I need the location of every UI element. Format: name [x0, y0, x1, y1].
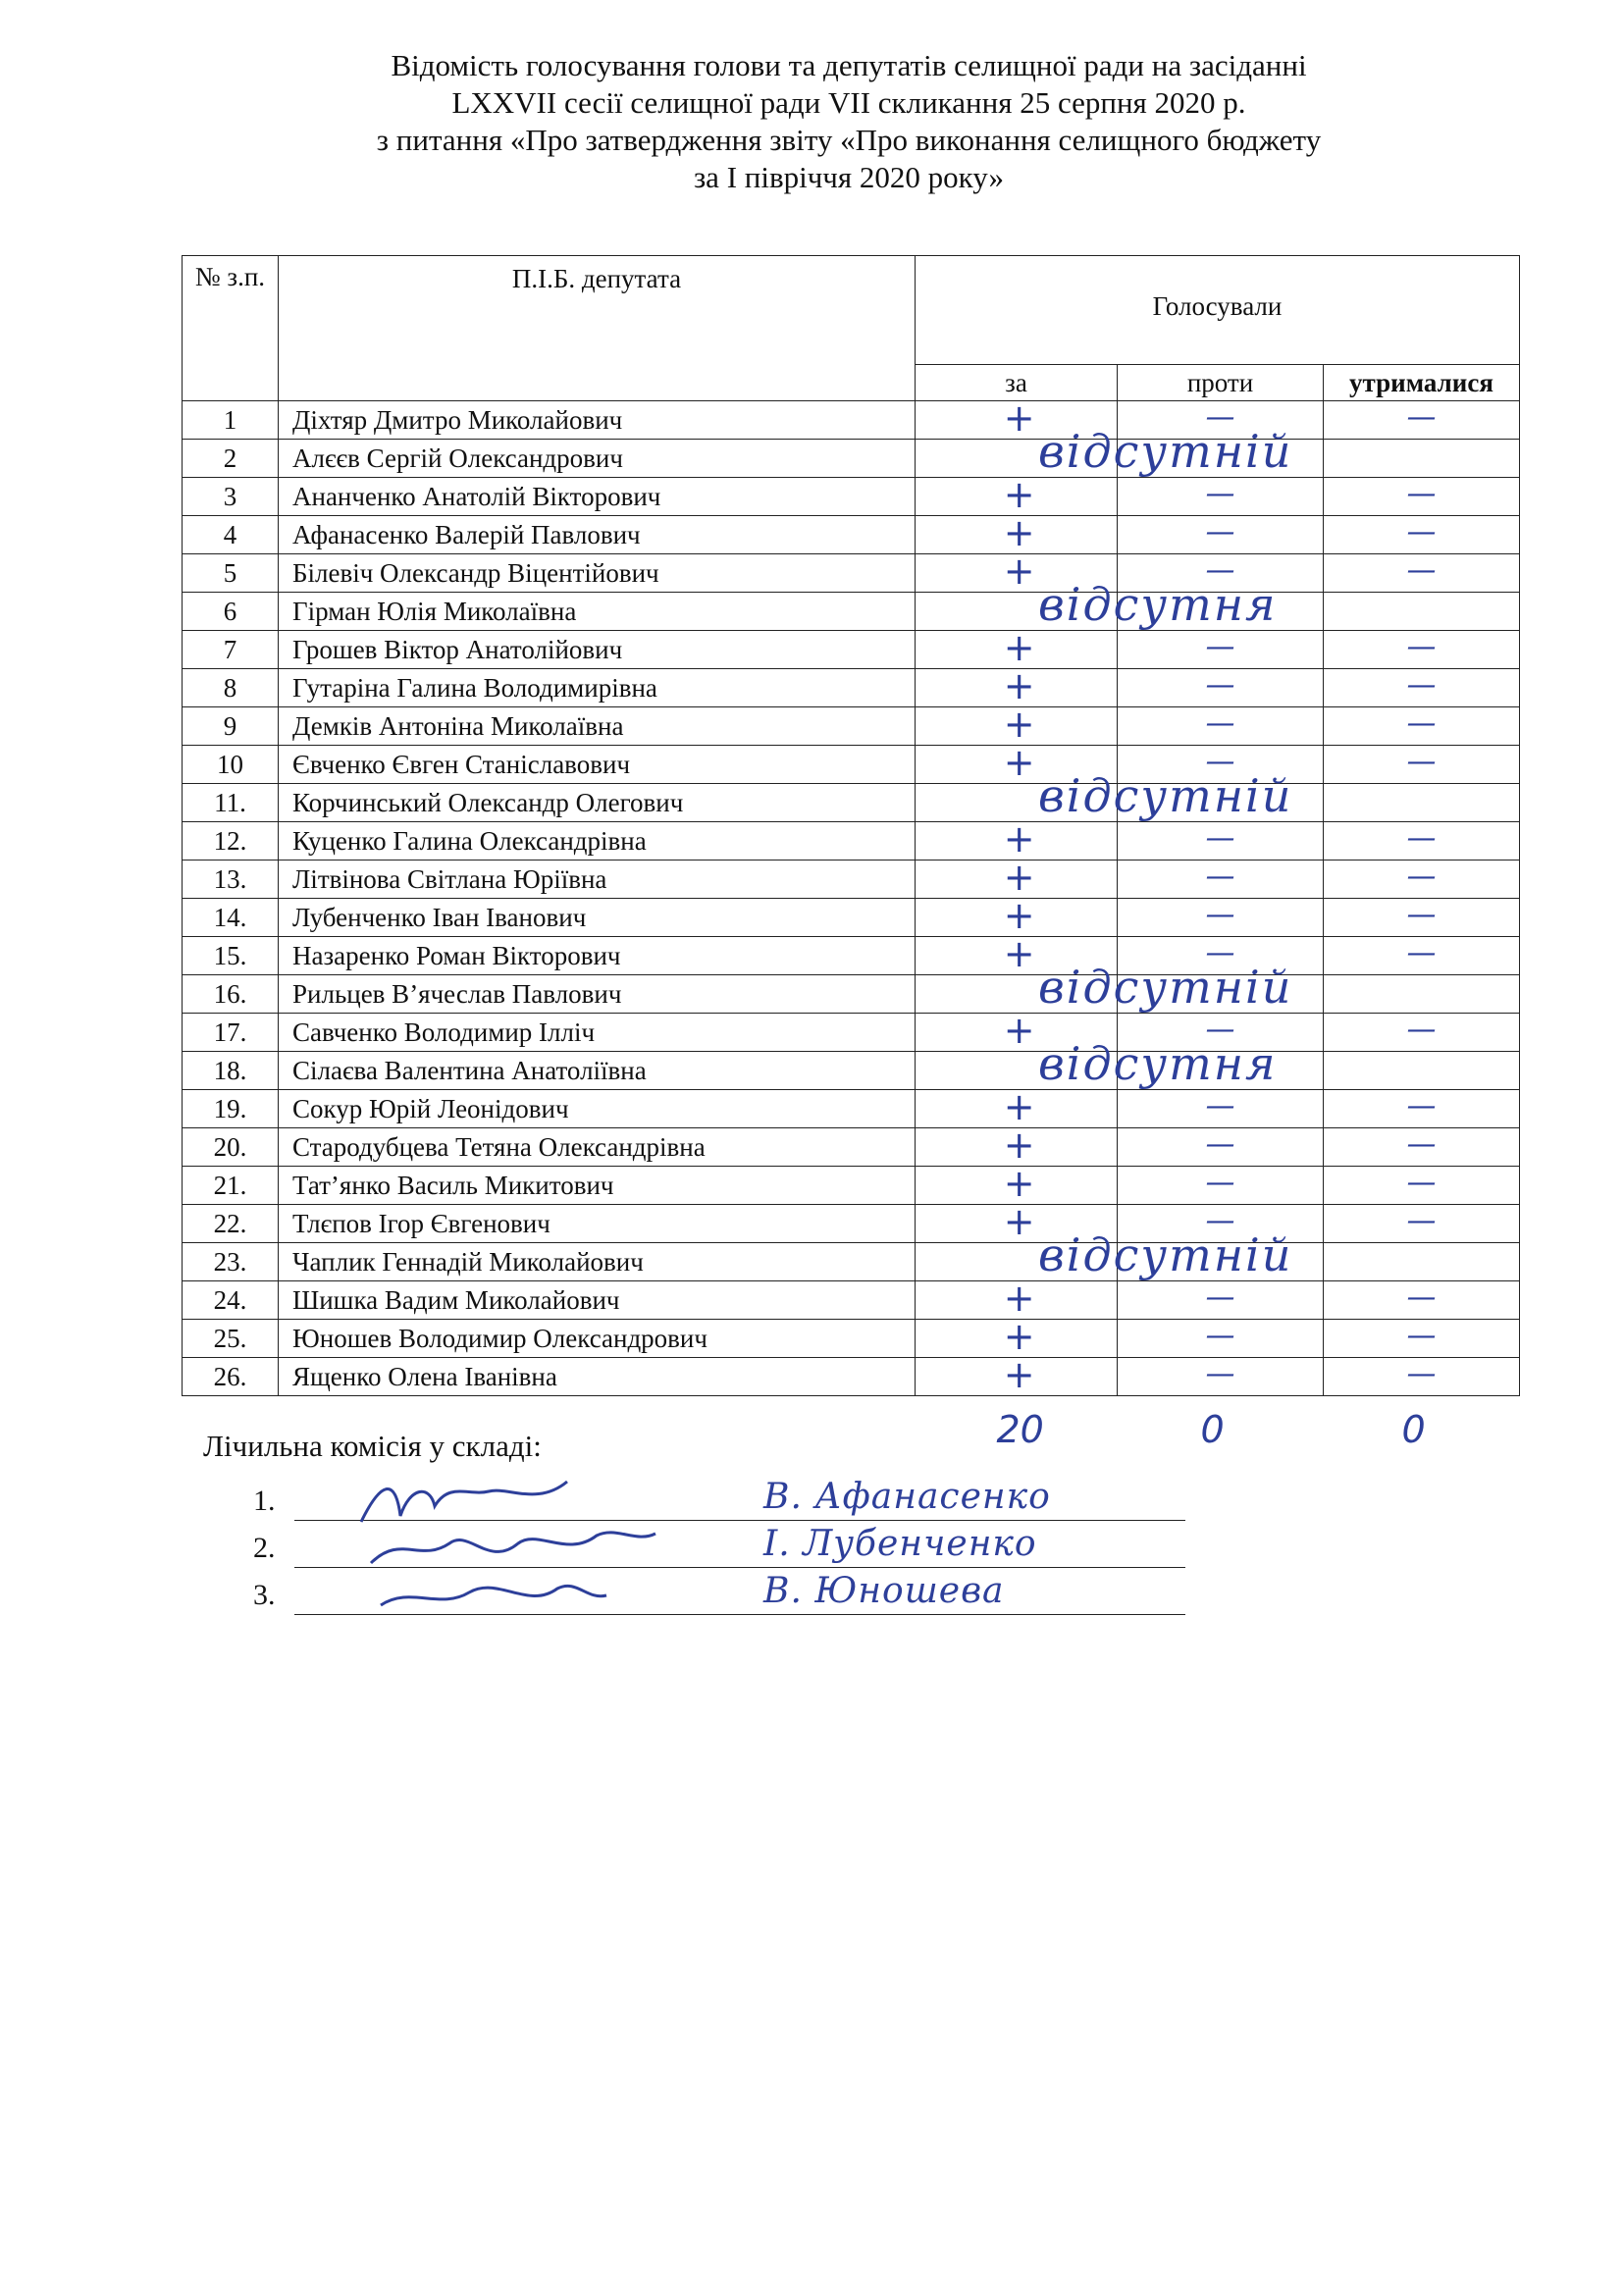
row-number: 3 — [183, 478, 279, 516]
deputy-name: Гутаріна Галина Володимирівна — [279, 669, 916, 707]
vote-against-mark: — — [1205, 1280, 1235, 1315]
vote-abstained-mark: — — [1406, 400, 1437, 435]
vote-abstained — [1324, 975, 1520, 1014]
row-number: 18. — [183, 1052, 279, 1090]
vote-abstained — [1324, 937, 1520, 975]
vote-for — [916, 932, 1118, 975]
vote-against — [1118, 1358, 1324, 1396]
vote-for — [916, 703, 1118, 746]
vote-against — [1118, 1128, 1324, 1167]
vote-against — [1118, 669, 1324, 707]
vote-for — [916, 741, 1118, 784]
vote-abstained-mark: — — [1406, 898, 1437, 932]
row-number: 8 — [183, 669, 279, 707]
table-row — [183, 1320, 1520, 1358]
deputy-name: Лубенченко Іван Іванович — [279, 899, 916, 937]
header-number: № з.п. — [183, 256, 279, 401]
table-row — [183, 1052, 1520, 1090]
commission-member-3 — [253, 1571, 1185, 1618]
vote-for-mark: + — [1003, 894, 1035, 937]
vote-for — [916, 1200, 1118, 1243]
vote-against — [1118, 440, 1324, 478]
table-row — [183, 1358, 1520, 1396]
row-number: 9 — [183, 707, 279, 746]
vote-against-mark: — — [1205, 553, 1235, 588]
vote-against-mark: — — [1205, 936, 1235, 970]
header-name: П.І.Б. депутата — [279, 256, 916, 401]
header-voted: Голосували — [916, 256, 1520, 365]
table-row — [183, 401, 1520, 440]
vote-against — [1118, 1167, 1324, 1205]
signature-icon — [341, 1477, 665, 1528]
vote-abstained-mark: — — [1406, 1089, 1437, 1123]
vote-abstained-mark: — — [1406, 745, 1437, 779]
row-number: 20. — [183, 1128, 279, 1167]
vote-against-mark: — — [1205, 821, 1235, 856]
vote-abstained-mark: — — [1406, 515, 1437, 549]
vote-against-mark: — — [1205, 1319, 1235, 1353]
vote-against — [1118, 593, 1324, 631]
vote-for — [916, 511, 1118, 554]
vote-for-mark: + — [1003, 1162, 1035, 1205]
absent-note: відсутній — [1038, 1228, 1293, 1281]
row-number: 2 — [183, 440, 279, 478]
absent-note: відсутній — [1038, 425, 1293, 478]
vote-for — [916, 1162, 1118, 1205]
table-row — [183, 1014, 1520, 1052]
commission-member-1 — [253, 1477, 1185, 1524]
document-title — [236, 47, 1462, 196]
member-number: 1. — [253, 1485, 276, 1517]
member-name: В. Афанасенко — [763, 1477, 1051, 1517]
table-row — [183, 1090, 1520, 1128]
total-for: 20 — [996, 1408, 1044, 1451]
deputy-name: Діхтяр Дмитро Миколайович — [279, 401, 916, 440]
vote-against-mark: — — [1205, 668, 1235, 703]
vote-for-mark: + — [1003, 1200, 1035, 1243]
vote-abstained — [1324, 707, 1520, 746]
vote-against — [1118, 478, 1324, 516]
vote-against — [1118, 822, 1324, 861]
table-row — [183, 478, 1520, 516]
vote-against — [1118, 975, 1324, 1014]
table-row — [183, 937, 1520, 975]
vote-for-mark: + — [1003, 1085, 1035, 1128]
vote-against — [1118, 401, 1324, 440]
vote-for — [916, 1228, 1293, 1281]
vote-abstained — [1324, 516, 1520, 554]
table-row — [183, 899, 1520, 937]
vote-against — [1118, 1090, 1324, 1128]
deputy-name: Савченко Володимир Ілліч — [279, 1014, 916, 1052]
deputy-name: Гірман Юлія Миколаївна — [279, 593, 916, 631]
vote-against-mark: — — [1205, 1204, 1235, 1238]
row-number: 6 — [183, 593, 279, 631]
vote-against-mark: — — [1205, 860, 1235, 894]
vote-against — [1118, 937, 1324, 975]
member-number: 2. — [253, 1532, 276, 1564]
vote-against — [1118, 784, 1324, 822]
member-name: І. Лубенченко — [763, 1524, 1037, 1564]
vote-against — [1118, 516, 1324, 554]
vote-for-mark: + — [1003, 511, 1035, 554]
vote-abstained — [1324, 631, 1520, 669]
deputy-name: Куценко Галина Олександрівна — [279, 822, 916, 861]
vote-abstained-mark: — — [1406, 1357, 1437, 1391]
vote-abstained — [1324, 1167, 1520, 1205]
vote-for-mark: + — [1003, 817, 1035, 861]
vote-for-mark: + — [1003, 856, 1035, 899]
vote-for — [916, 1009, 1118, 1052]
commission-members — [253, 1477, 1185, 1618]
absent-note: відсутня — [1038, 578, 1278, 631]
vote-for — [916, 1085, 1118, 1128]
row-number: 25. — [183, 1320, 279, 1358]
row-number: 24. — [183, 1281, 279, 1320]
absent-note: відсутня — [1038, 1037, 1278, 1090]
vote-abstained — [1324, 554, 1520, 593]
deputy-name: Літвінова Світлана Юріївна — [279, 861, 916, 899]
deputy-name: Стародубцева Тетяна Олександрівна — [279, 1128, 916, 1167]
row-number: 22. — [183, 1205, 279, 1243]
deputy-name: Юношев Володимир Олександрович — [279, 1320, 916, 1358]
voting-table — [182, 255, 1520, 1396]
deputy-name: Тат’янко Василь Микитович — [279, 1167, 916, 1205]
vote-against-mark: — — [1205, 1166, 1235, 1200]
deputy-name: Тлєпов Ігор Євгенович — [279, 1205, 916, 1243]
vote-for-mark: + — [1003, 664, 1035, 707]
vote-abstained — [1324, 593, 1520, 631]
vote-against — [1118, 1205, 1324, 1243]
absent-note: відсутній — [1038, 769, 1293, 822]
vote-for — [916, 1315, 1118, 1358]
signature-icon — [341, 1571, 665, 1622]
deputy-name: Чаплик Геннадій Миколайович — [279, 1243, 916, 1281]
vote-against-mark: — — [1205, 706, 1235, 741]
vote-for-mark: + — [1003, 1009, 1035, 1052]
row-number: 7 — [183, 631, 279, 669]
row-number: 19. — [183, 1090, 279, 1128]
signature-icon — [341, 1524, 665, 1575]
vote-against — [1118, 707, 1324, 746]
deputy-name: Назаренко Роман Вікторович — [279, 937, 916, 975]
vote-abstained-mark: — — [1406, 1204, 1437, 1238]
vote-for — [916, 1123, 1118, 1167]
vote-against-mark: — — [1205, 745, 1235, 779]
row-number: 14. — [183, 899, 279, 937]
table-row — [183, 593, 1520, 631]
vote-against — [1118, 554, 1324, 593]
deputy-name: Корчинський Олександр Олегович — [279, 784, 916, 822]
header-against: проти — [1118, 365, 1324, 401]
vote-for — [916, 396, 1118, 440]
vote-abstained — [1324, 1358, 1520, 1396]
vote-abstained — [1324, 1090, 1520, 1128]
vote-against-mark: — — [1205, 630, 1235, 664]
vote-for-mark: + — [1003, 626, 1035, 669]
commission-label: Лічильна комісія у складі: — [203, 1429, 542, 1463]
deputy-name: Рильцев В’ячеслав Павлович — [279, 975, 916, 1014]
table-row — [183, 707, 1520, 746]
vote-abstained — [1324, 1014, 1520, 1052]
vote-for — [916, 856, 1118, 899]
vote-for-mark: + — [1003, 703, 1035, 746]
title-line-3: з питання «Про затвердження звіту «Про виконання селищного бюджету — [376, 123, 1322, 157]
vote-for — [916, 664, 1118, 707]
vote-abstained — [1324, 401, 1520, 440]
deputy-name: Грошев Віктор Анатолійович — [279, 631, 916, 669]
deputy-name: Алєєв Сергій Олександрович — [279, 440, 916, 478]
vote-abstained-mark: — — [1406, 821, 1437, 856]
vote-for-mark: + — [1003, 473, 1035, 516]
vote-for-mark: + — [1003, 932, 1035, 975]
table-row — [183, 669, 1520, 707]
table-row — [183, 1128, 1520, 1167]
vote-for-mark: + — [1003, 549, 1035, 593]
vote-against-mark: — — [1205, 1357, 1235, 1391]
vote-abstained-mark: — — [1406, 553, 1437, 588]
vote-abstained — [1324, 1205, 1520, 1243]
vote-for — [916, 626, 1118, 669]
table-row — [183, 1167, 1520, 1205]
vote-for-mark: + — [1003, 396, 1035, 440]
vote-against — [1118, 1052, 1324, 1090]
row-number: 4 — [183, 516, 279, 554]
row-number: 15. — [183, 937, 279, 975]
vote-against-mark: — — [1205, 898, 1235, 932]
row-number: 26. — [183, 1358, 279, 1396]
vote-abstained — [1324, 899, 1520, 937]
total-abstained: 0 — [1401, 1408, 1426, 1451]
row-number: 1 — [183, 401, 279, 440]
absent-note: відсутній — [1038, 961, 1293, 1014]
table-row — [183, 1243, 1520, 1281]
table-row — [183, 975, 1520, 1014]
vote-for-mark: + — [1003, 1315, 1035, 1358]
vote-against-mark: — — [1205, 1013, 1235, 1047]
vote-against-mark: — — [1205, 515, 1235, 549]
deputy-name: Ященко Олена Іванівна — [279, 1358, 916, 1396]
vote-against-mark: — — [1205, 400, 1235, 435]
vote-abstained — [1324, 1128, 1520, 1167]
vote-abstained — [1324, 669, 1520, 707]
deputy-name: Білевіч Олександр Віцентійович — [279, 554, 916, 593]
commission-member-2 — [253, 1524, 1185, 1571]
row-number: 21. — [183, 1167, 279, 1205]
vote-for — [916, 769, 1293, 822]
row-number: 17. — [183, 1014, 279, 1052]
table-row — [183, 440, 1520, 478]
table-row — [183, 516, 1520, 554]
vote-abstained-mark: — — [1406, 860, 1437, 894]
vote-abstained — [1324, 861, 1520, 899]
table-row — [183, 861, 1520, 899]
vote-abstained-mark: — — [1406, 1166, 1437, 1200]
deputy-name: Шишка Вадим Миколайович — [279, 1281, 916, 1320]
title-line-1: Відомість голосування голови та депутатів селищної ради на засіданні — [391, 48, 1307, 82]
row-number: 13. — [183, 861, 279, 899]
vote-against-mark: — — [1205, 1127, 1235, 1162]
vote-abstained-mark: — — [1406, 1013, 1437, 1047]
member-name: В. Юношева — [763, 1571, 1005, 1611]
deputy-name: Євченко Євген Станіславович — [279, 746, 916, 784]
row-number: 16. — [183, 975, 279, 1014]
vote-abstained-mark: — — [1406, 706, 1437, 741]
deputy-name: Сілаєва Валентина Анатоліївна — [279, 1052, 916, 1090]
vote-for — [916, 1277, 1118, 1320]
vote-against-mark: — — [1205, 1089, 1235, 1123]
vote-abstained — [1324, 478, 1520, 516]
table-row — [183, 822, 1520, 861]
title-line-4: за І півріччя 2020 року» — [693, 160, 1005, 194]
vote-abstained — [1324, 1320, 1520, 1358]
total-against: 0 — [1200, 1408, 1225, 1451]
vote-against — [1118, 1243, 1324, 1281]
vote-for — [916, 425, 1293, 478]
table-row — [183, 1281, 1520, 1320]
vote-abstained — [1324, 822, 1520, 861]
vote-against — [1118, 899, 1324, 937]
table-row — [183, 784, 1520, 822]
vote-for — [916, 817, 1118, 861]
row-number: 12. — [183, 822, 279, 861]
vote-for-mark: + — [1003, 1123, 1035, 1167]
vote-abstained-mark: — — [1406, 1319, 1437, 1353]
vote-abstained-mark: — — [1406, 630, 1437, 664]
table-row — [183, 1205, 1520, 1243]
row-number: 11. — [183, 784, 279, 822]
member-number: 3. — [253, 1579, 276, 1611]
vote-abstained — [1324, 1243, 1520, 1281]
vote-for-mark: + — [1003, 741, 1035, 784]
vote-for — [916, 1037, 1278, 1090]
vote-abstained — [1324, 1052, 1520, 1090]
vote-abstained — [1324, 746, 1520, 784]
vote-for — [916, 1353, 1118, 1396]
vote-against — [1118, 1320, 1324, 1358]
vote-for-mark: + — [1003, 1353, 1035, 1396]
deputy-name: Афанасенко Валерій Павлович — [279, 516, 916, 554]
deputy-name: Демків Антоніна Миколаївна — [279, 707, 916, 746]
vote-abstained-mark: — — [1406, 1127, 1437, 1162]
vote-against — [1118, 746, 1324, 784]
vote-for-mark: + — [1003, 1277, 1035, 1320]
row-number: 10 — [183, 746, 279, 784]
vote-for — [916, 894, 1118, 937]
row-number: 23. — [183, 1243, 279, 1281]
table-row — [183, 746, 1520, 784]
vote-for — [916, 961, 1293, 1014]
table-row — [183, 631, 1520, 669]
vote-abstained-mark: — — [1406, 477, 1437, 511]
vote-abstained-mark: — — [1406, 668, 1437, 703]
vote-against — [1118, 1014, 1324, 1052]
vote-for — [916, 549, 1118, 593]
deputy-name: Сокур Юрій Леонідович — [279, 1090, 916, 1128]
vote-for — [916, 578, 1278, 631]
vote-for — [916, 473, 1118, 516]
vote-abstained — [1324, 1281, 1520, 1320]
vote-abstained — [1324, 440, 1520, 478]
row-number: 5 — [183, 554, 279, 593]
table-row — [183, 554, 1520, 593]
header-abstained: утрималися — [1324, 365, 1520, 401]
vote-abstained-mark: — — [1406, 1280, 1437, 1315]
vote-against-mark: — — [1205, 477, 1235, 511]
vote-against — [1118, 1281, 1324, 1320]
vote-against — [1118, 631, 1324, 669]
title-line-2: LXXVII сесії селищної ради VII скликання 25 серпня 2020 р. — [451, 85, 1246, 120]
vote-abstained — [1324, 784, 1520, 822]
deputy-name: Ананченко Анатолій Вікторович — [279, 478, 916, 516]
header-for: за — [916, 365, 1118, 401]
vote-against — [1118, 861, 1324, 899]
vote-abstained-mark: — — [1406, 936, 1437, 970]
